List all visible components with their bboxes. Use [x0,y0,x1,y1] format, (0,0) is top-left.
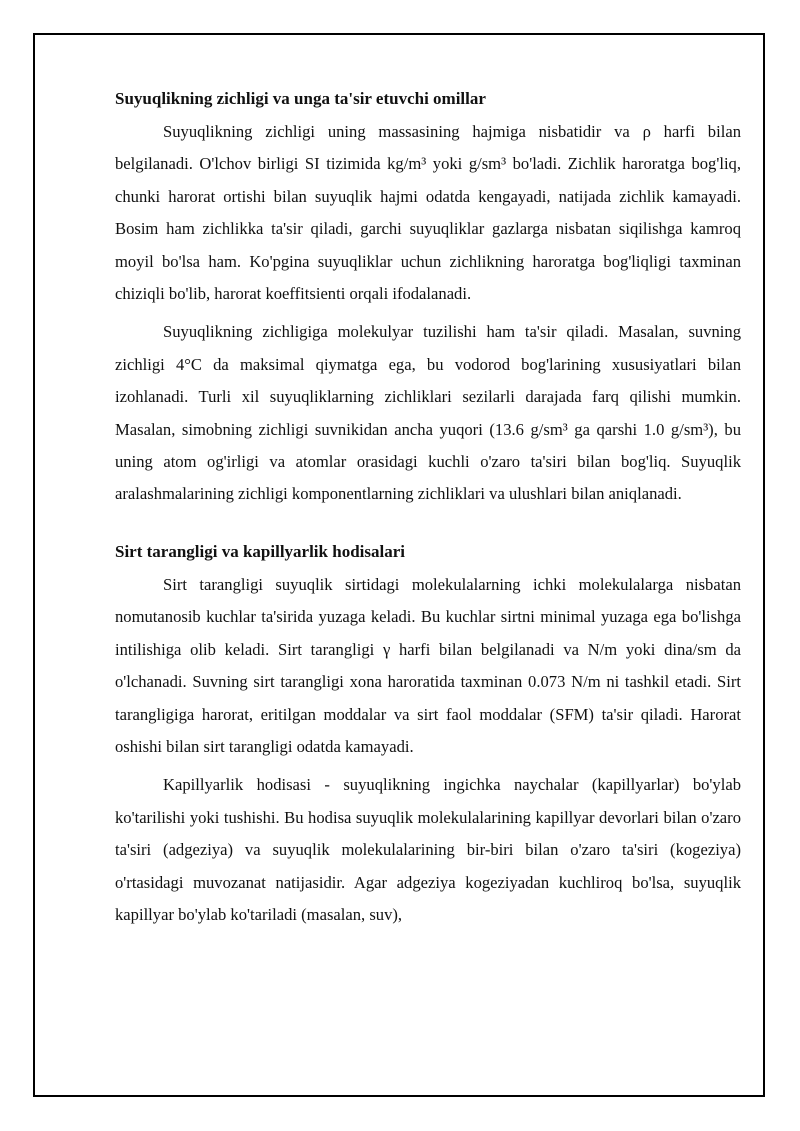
paragraph-density-molecular: Suyuqlikning zichligiga molekulyar tuzilishi ham ta'sir qiladi. Masalan, suvning zichligi 4°C da maksimal qiymatga ega, bu vodorod bog'larining xususiyatlari bilan izohlanadi. Turli xil suyuqliklarning zichliklari sezilarli darajada farq qilishi mumkin. Masalan, simobning zichligi suvnikidan ancha yuqori (13.6 g/sm³ ga qarshi 1.0 g/sm³), bu uning atom og'irligi va atomlar orasidagi kuchli o'zaro ta'siri bilan bog'liq. Suyuqlik aralashmalarining zichligi komponentlarning zichliklari va ulushlari bilan aniqlanadi. [115,322,741,504]
document-body [115,86,741,931]
paragraph-density-definition: Suyuqlikning zichligi uning massasining hajmiga nisbatidir va ρ harfi bilan belgilanadi. O'lchov birligi SI tizimida kg/m³ yoki g/sm³ bo'ladi. Zichlik haroratga bog'liq, chunki harorat ortishi bilan suyuqlik hajmi odatda kengayadi, natijada zichlik kamayadi. Bosim ham zichlikka ta'sir qiladi, garchi suyuqliklar gazlarga nisbatan siqilishga kamroq moyil bo'lsa ham. Ko'pgina suyuqliklar uchun zichlikning haroratga bog'liqligi taxminan chiziqli bo'lib, harorat koeffitsienti orqali ifodalanadi. [115,122,741,304]
paragraph-surface-tension: Sirt tarangligi suyuqlik sirtidagi molekulalarning ichki molekulalarga nisbatan nomutanosib kuchlar ta'sirida yuzaga keladi. Bu kuchlar sirtni minimal yuzaga ega bo'lishga intilishiga olib keladi. Sirt tarangligi γ harfi bilan belgilanadi va N/m yoki dina/sm da o'lchanadi. Suvning sirt tarangligi xona haroratida taxminan 0.073 N/m ni tashkil etadi. Sirt tarangligiga harorat, eritilgan moddalar va sirt faol moddalar (SFM) ta'sir qiladi. Harorat oshishi bilan sirt tarangligi odatda kamayadi. [115,574,741,756]
section-heading-density: Suyuqlikning zichligi va unga ta'sir etuvchi omillar [115,89,486,108]
section-heading-surface-tension: Sirt tarangligi va kapillyarlik hodisalari [115,541,405,561]
paragraph-capillarity: Kapillyarlik hodisasi - suyuqlikning ingichka naychalar (kapillyarlar) bo'ylab ko'tarilishi yoki tushishi. Bu hodisa suyuqlik molekulalarining kapillyar devorlari bilan o'zaro ta'siri (adgeziya) va suyuqlik molekulalarining bir-biri bilan o'zaro ta'siri (kogeziya) o'rtasidagi muvozanat natijasidir. Agar adgeziya kogeziyadan kuchliroq bo'lsa, suyuqlik kapillyar bo'ylab ko'tariladi (masalan, suv), [115,775,741,924]
